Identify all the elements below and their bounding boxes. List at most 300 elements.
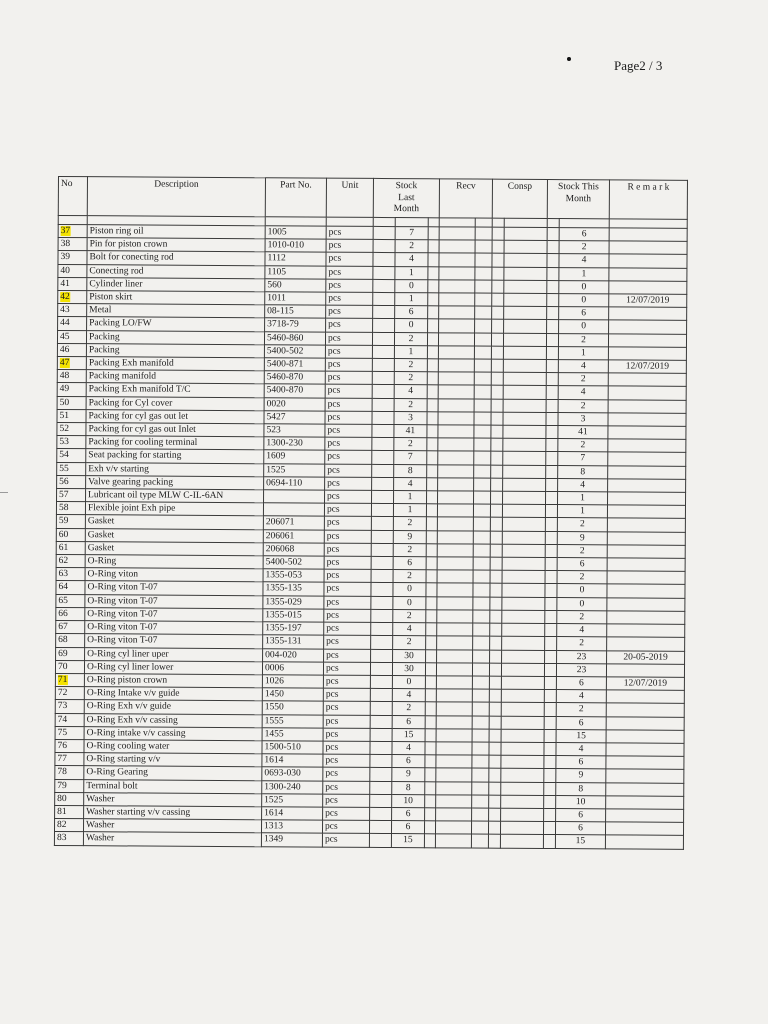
row-recv bbox=[437, 610, 473, 623]
row-recv bbox=[438, 372, 474, 385]
row-empty-cell bbox=[489, 808, 501, 821]
row-empty-cell bbox=[546, 360, 558, 373]
row-number-label: 59 bbox=[58, 516, 69, 527]
row-description: Packing for cyl gas out Inlet bbox=[86, 423, 264, 437]
row-unit: pcs bbox=[325, 424, 372, 437]
row-empty-cell bbox=[371, 596, 393, 609]
row-empty-cell bbox=[546, 426, 558, 439]
row-empty-cell bbox=[544, 742, 556, 755]
row-remark bbox=[608, 333, 686, 347]
row-stock-this-month: 7 bbox=[558, 452, 608, 466]
row-description: O-Ring cyl liner lower bbox=[84, 660, 262, 674]
row-empty-cell bbox=[372, 424, 394, 437]
row-number bbox=[56, 568, 85, 581]
page-number: Page2 / 3 bbox=[614, 58, 663, 73]
row-recv bbox=[437, 583, 473, 596]
row-empty-cell bbox=[547, 307, 559, 320]
row-empty-cell bbox=[546, 439, 558, 452]
row-empty-cell bbox=[474, 399, 491, 412]
row-description: Washer bbox=[84, 792, 262, 806]
row-empty-cell bbox=[472, 768, 489, 781]
col-header-part-no: Part No. bbox=[265, 178, 326, 217]
row-description: O-Ring Exh v/v guide bbox=[84, 700, 262, 714]
row-number bbox=[58, 277, 87, 290]
row-empty-cell bbox=[547, 227, 559, 240]
row-empty-cell bbox=[428, 293, 439, 306]
row-part-no: 1355-015 bbox=[263, 609, 324, 623]
row-empty-cell bbox=[489, 676, 501, 689]
row-empty-cell bbox=[427, 425, 438, 438]
row-remark bbox=[608, 426, 686, 440]
row-consp bbox=[500, 835, 543, 848]
row-consp bbox=[503, 452, 546, 465]
row-stock-this-month: 0 bbox=[557, 584, 607, 598]
row-unit: pcs bbox=[325, 411, 372, 424]
row-number-label: 41 bbox=[60, 278, 70, 289]
row-number bbox=[56, 515, 85, 528]
row-empty-cell bbox=[544, 756, 556, 769]
row-unit: pcs bbox=[323, 701, 370, 714]
row-unit: pcs bbox=[326, 305, 373, 318]
row-empty-cell bbox=[471, 821, 488, 834]
row-stock-last-month: 7 bbox=[395, 227, 428, 240]
row-empty-cell bbox=[491, 491, 503, 504]
row-empty-cell bbox=[491, 399, 503, 412]
row-stock-last-month: 2 bbox=[393, 543, 426, 556]
row-description: Gasket bbox=[85, 542, 263, 556]
row-number-label: 73 bbox=[57, 701, 68, 712]
row-recv bbox=[438, 346, 474, 359]
row-consp bbox=[503, 478, 546, 491]
row-number-label: 37 bbox=[60, 226, 71, 237]
row-empty-cell bbox=[428, 319, 439, 332]
row-stock-this-month: 0 bbox=[559, 294, 609, 308]
row-description: Packing bbox=[86, 330, 264, 344]
row-unit: pcs bbox=[325, 490, 372, 503]
row-number bbox=[55, 779, 84, 792]
row-empty-cell bbox=[474, 465, 491, 478]
row-remark bbox=[605, 835, 683, 849]
row-empty-cell bbox=[426, 504, 437, 517]
row-empty-cell bbox=[372, 398, 394, 411]
row-remark bbox=[608, 413, 686, 427]
row-empty-cell bbox=[489, 768, 501, 781]
row-recv bbox=[437, 544, 473, 557]
col-header-stock-last-month: Stock Last Month bbox=[373, 178, 439, 217]
row-remark bbox=[609, 307, 687, 321]
row-number bbox=[56, 594, 85, 607]
row-stock-last-month: 4 bbox=[394, 385, 427, 398]
row-remark bbox=[608, 479, 686, 493]
row-remark bbox=[606, 782, 684, 796]
row-number-label: 78 bbox=[57, 767, 67, 778]
row-stock-last-month: 4 bbox=[393, 623, 426, 636]
row-empty-cell bbox=[425, 755, 436, 768]
row-empty-cell bbox=[427, 464, 438, 477]
row-number bbox=[55, 739, 84, 752]
row-empty-cell bbox=[425, 768, 436, 781]
row-empty-cell bbox=[372, 372, 394, 385]
row-number bbox=[55, 753, 84, 766]
row-part-no: 5460-870 bbox=[264, 371, 325, 385]
row-empty-cell bbox=[426, 649, 437, 662]
col-header-no: No bbox=[58, 177, 87, 216]
row-stock-this-month: 0 bbox=[559, 280, 609, 294]
row-consp bbox=[503, 412, 546, 425]
row-number-label: 82 bbox=[57, 820, 67, 831]
row-remark bbox=[606, 730, 684, 744]
row-empty-cell bbox=[490, 650, 502, 663]
row-empty-cell bbox=[425, 676, 436, 689]
row-unit: pcs bbox=[325, 437, 372, 450]
row-empty-cell bbox=[488, 834, 500, 847]
row-number-label: 48 bbox=[59, 371, 70, 382]
row-stock-this-month: 2 bbox=[557, 544, 607, 558]
row-unit: pcs bbox=[322, 820, 369, 833]
row-empty-cell bbox=[472, 782, 489, 795]
row-unit: pcs bbox=[323, 662, 370, 675]
row-number bbox=[57, 462, 86, 475]
row-empty-cell bbox=[489, 663, 501, 676]
row-empty-cell bbox=[425, 742, 436, 755]
row-part-no: 1550 bbox=[262, 701, 323, 715]
row-stock-this-month: 4 bbox=[558, 360, 608, 374]
row-empty-cell bbox=[475, 227, 492, 240]
row-number bbox=[57, 409, 86, 422]
row-stock-last-month: 7 bbox=[394, 451, 427, 464]
row-part-no: 1355-053 bbox=[263, 569, 324, 583]
row-stock-last-month: 41 bbox=[394, 425, 427, 438]
row-description: Cylinder liner bbox=[87, 277, 265, 291]
row-description: O-Ring viton T-07 bbox=[85, 621, 263, 635]
row-empty-cell bbox=[473, 636, 490, 649]
row-stock-last-month: 0 bbox=[393, 596, 426, 609]
row-empty-cell bbox=[425, 689, 436, 702]
row-stock-last-month: 2 bbox=[393, 636, 426, 649]
row-empty-cell bbox=[472, 742, 489, 755]
row-number-label: 72 bbox=[57, 688, 68, 699]
row-recv bbox=[436, 715, 472, 728]
row-empty-cell bbox=[492, 267, 504, 280]
row-description: O-Ring bbox=[85, 555, 263, 569]
row-part-no: 206068 bbox=[263, 543, 324, 557]
row-empty-cell bbox=[372, 477, 394, 490]
row-empty-cell bbox=[491, 438, 503, 451]
row-number bbox=[56, 621, 85, 634]
row-remark bbox=[609, 281, 687, 295]
row-recv bbox=[438, 438, 474, 451]
row-description: O-Ring viton T-07 bbox=[85, 608, 263, 622]
row-empty-cell bbox=[426, 623, 437, 636]
row-description: O-Ring piston crown bbox=[84, 674, 262, 688]
row-stock-this-month: 15 bbox=[555, 835, 605, 849]
row-empty-cell bbox=[425, 808, 436, 821]
row-consp bbox=[503, 333, 546, 346]
row-number bbox=[57, 343, 86, 356]
row-stock-last-month: 2 bbox=[394, 332, 427, 345]
row-remark bbox=[608, 452, 686, 466]
row-consp bbox=[503, 465, 546, 478]
row-stock-this-month: 2 bbox=[557, 571, 607, 585]
row-empty-cell bbox=[472, 808, 489, 821]
row-empty-cell bbox=[369, 821, 391, 834]
row-number bbox=[57, 383, 86, 396]
row-part-no: 1500-510 bbox=[262, 741, 323, 755]
row-empty-cell bbox=[370, 715, 392, 728]
row-number-label: 74 bbox=[57, 714, 68, 725]
row-remark bbox=[608, 386, 686, 400]
row-empty-cell bbox=[370, 675, 392, 688]
row-number bbox=[56, 581, 85, 594]
row-stock-last-month: 9 bbox=[393, 530, 426, 543]
row-description: Exh v/v starting bbox=[86, 462, 264, 476]
row-unit: pcs bbox=[325, 345, 372, 358]
row-empty-cell bbox=[426, 530, 437, 543]
row-stock-this-month: 6 bbox=[556, 756, 606, 770]
row-consp bbox=[504, 320, 547, 333]
row-consp bbox=[502, 610, 545, 623]
row-part-no: 1555 bbox=[262, 714, 323, 728]
row-stock-this-month: 4 bbox=[556, 742, 606, 756]
row-number bbox=[56, 634, 85, 647]
row-empty-cell bbox=[544, 782, 556, 795]
row-empty-cell bbox=[546, 399, 558, 412]
row-empty-cell bbox=[370, 728, 392, 741]
row-remark bbox=[607, 558, 685, 572]
row-unit: pcs bbox=[324, 649, 371, 662]
row-recv bbox=[439, 266, 475, 279]
table-row bbox=[54, 832, 683, 849]
row-unit: pcs bbox=[324, 569, 371, 582]
row-empty-cell bbox=[371, 504, 393, 517]
row-stock-last-month: 6 bbox=[392, 807, 425, 820]
row-recv bbox=[436, 742, 472, 755]
row-empty-cell bbox=[490, 531, 502, 544]
row-number-label: 63 bbox=[58, 569, 69, 580]
row-unit: pcs bbox=[324, 596, 371, 609]
row-empty-cell bbox=[428, 227, 439, 240]
row-stock-last-month: 3 bbox=[394, 411, 427, 424]
row-recv bbox=[438, 359, 474, 372]
row-stock-last-month: 9 bbox=[392, 768, 425, 781]
row-stock-last-month: 0 bbox=[393, 583, 426, 596]
row-empty-cell bbox=[474, 451, 491, 464]
row-remark bbox=[607, 611, 685, 625]
row-stock-this-month: 2 bbox=[558, 439, 608, 453]
row-consp bbox=[500, 821, 543, 834]
row-consp bbox=[503, 399, 546, 412]
row-number bbox=[57, 475, 86, 488]
row-empty-cell bbox=[473, 623, 490, 636]
row-consp bbox=[502, 623, 545, 636]
row-empty-cell bbox=[371, 649, 393, 662]
row-empty-cell bbox=[372, 358, 394, 371]
row-empty-cell bbox=[489, 702, 501, 715]
row-recv bbox=[437, 649, 473, 662]
row-empty-cell bbox=[546, 412, 558, 425]
row-unit: pcs bbox=[326, 239, 373, 252]
row-unit: pcs bbox=[326, 266, 373, 279]
row-number-label: 56 bbox=[59, 476, 69, 487]
row-description: Washer starting v/v cassing bbox=[84, 806, 262, 820]
row-unit: pcs bbox=[326, 279, 373, 292]
row-stock-last-month: 2 bbox=[393, 609, 426, 622]
row-empty-cell bbox=[372, 490, 394, 503]
row-number bbox=[57, 370, 86, 383]
row-recv bbox=[438, 425, 474, 438]
row-unit: pcs bbox=[324, 503, 371, 516]
row-description: O-Ring Intake v/v guide bbox=[84, 687, 262, 701]
row-unit: pcs bbox=[325, 464, 372, 477]
row-stock-last-month: 2 bbox=[395, 240, 428, 253]
row-part-no: 206061 bbox=[263, 529, 324, 543]
row-remark bbox=[608, 347, 686, 361]
row-empty-cell bbox=[489, 729, 501, 742]
row-remark bbox=[606, 664, 684, 678]
row-empty-cell bbox=[472, 795, 489, 808]
row-part-no: 1026 bbox=[262, 675, 323, 689]
row-stock-this-month: 6 bbox=[559, 307, 609, 321]
row-recv bbox=[437, 557, 473, 570]
row-empty-cell bbox=[372, 438, 394, 451]
row-description: Packing LO/FW bbox=[87, 317, 265, 331]
row-description: Piston skirt bbox=[87, 291, 265, 305]
row-empty-cell bbox=[546, 478, 558, 491]
row-number-label: 80 bbox=[57, 793, 67, 804]
row-empty-cell bbox=[545, 650, 557, 663]
row-remark: 20-05-2019 bbox=[607, 650, 685, 664]
row-part-no: 1011 bbox=[265, 292, 326, 306]
row-recv bbox=[436, 689, 472, 702]
row-empty-cell bbox=[475, 240, 492, 253]
ink-dot bbox=[567, 57, 571, 61]
row-empty-cell bbox=[425, 781, 436, 794]
row-empty-cell bbox=[472, 663, 489, 676]
row-empty-cell bbox=[475, 267, 492, 280]
row-recv bbox=[438, 464, 474, 477]
row-empty-cell bbox=[544, 703, 556, 716]
row-remark bbox=[607, 505, 685, 519]
row-part-no bbox=[264, 490, 325, 504]
row-empty-cell bbox=[370, 781, 392, 794]
row-stock-last-month: 4 bbox=[395, 253, 428, 266]
row-empty-cell bbox=[545, 610, 557, 623]
row-stock-last-month: 0 bbox=[392, 675, 425, 688]
row-empty-cell bbox=[370, 794, 392, 807]
row-part-no: 5427 bbox=[264, 411, 325, 425]
row-empty-cell bbox=[545, 518, 557, 531]
row-stock-this-month: 1 bbox=[557, 505, 607, 519]
row-stock-last-month: 8 bbox=[392, 781, 425, 794]
row-stock-this-month: 15 bbox=[556, 729, 606, 743]
row-remark bbox=[607, 598, 685, 612]
row-stock-last-month: 10 bbox=[392, 794, 425, 807]
row-number bbox=[57, 396, 86, 409]
row-empty-cell bbox=[371, 583, 393, 596]
row-number bbox=[57, 449, 86, 462]
row-number-label: 75 bbox=[57, 727, 68, 738]
row-empty-cell bbox=[424, 834, 435, 847]
row-unit: pcs bbox=[325, 398, 372, 411]
row-number bbox=[56, 502, 85, 515]
row-number-label: 54 bbox=[59, 450, 69, 461]
row-number-label: 50 bbox=[59, 397, 70, 408]
row-empty-cell bbox=[370, 768, 392, 781]
row-empty-cell bbox=[474, 346, 491, 359]
row-stock-last-month: 2 bbox=[394, 359, 427, 372]
row-stock-last-month: 6 bbox=[393, 557, 426, 570]
row-description: Valve gearing packing bbox=[86, 476, 264, 490]
row-empty-cell bbox=[489, 755, 501, 768]
row-stock-this-month: 2 bbox=[558, 399, 608, 413]
row-description: Packing Exh manifold bbox=[86, 357, 264, 371]
row-consp bbox=[501, 716, 544, 729]
row-consp bbox=[504, 267, 547, 280]
row-empty-cell bbox=[372, 464, 394, 477]
row-remark bbox=[609, 228, 687, 242]
row-recv bbox=[438, 332, 474, 345]
row-description: O-Ring viton T-07 bbox=[85, 594, 263, 608]
row-number-label: 38 bbox=[60, 239, 71, 250]
row-remark bbox=[606, 796, 684, 810]
row-consp bbox=[501, 703, 544, 716]
row-description: Gasket bbox=[85, 515, 263, 529]
row-part-no: 1450 bbox=[262, 688, 323, 702]
row-recv bbox=[437, 530, 473, 543]
row-part-no: 1313 bbox=[261, 820, 322, 834]
row-empty-cell bbox=[370, 807, 392, 820]
row-stock-this-month: 2 bbox=[558, 333, 608, 347]
row-empty-cell bbox=[428, 266, 439, 279]
row-empty-cell bbox=[371, 609, 393, 622]
row-stock-this-month: 2 bbox=[559, 241, 609, 255]
row-consp bbox=[501, 795, 544, 808]
row-consp bbox=[501, 689, 544, 702]
row-stock-last-month: 0 bbox=[395, 319, 428, 332]
row-consp bbox=[501, 742, 544, 755]
row-consp bbox=[503, 438, 546, 451]
row-number bbox=[58, 225, 87, 238]
row-recv bbox=[437, 570, 473, 583]
row-consp bbox=[504, 254, 547, 267]
row-recv bbox=[436, 795, 472, 808]
row-number-label: 64 bbox=[58, 582, 69, 593]
row-unit: pcs bbox=[323, 767, 370, 780]
row-consp bbox=[502, 531, 545, 544]
row-remark bbox=[607, 518, 685, 532]
row-consp bbox=[501, 755, 544, 768]
row-part-no: 08-115 bbox=[265, 305, 326, 319]
row-empty-cell bbox=[373, 319, 395, 332]
row-empty-cell bbox=[372, 345, 394, 358]
row-part-no: 5400-870 bbox=[264, 384, 325, 398]
row-empty-cell bbox=[371, 623, 393, 636]
row-empty-cell bbox=[547, 280, 559, 293]
row-consp bbox=[502, 557, 545, 570]
row-stock-last-month: 6 bbox=[392, 715, 425, 728]
row-description: Packing bbox=[86, 344, 264, 358]
row-unit: pcs bbox=[323, 754, 370, 767]
row-stock-this-month: 4 bbox=[559, 254, 609, 268]
row-unit: pcs bbox=[325, 451, 372, 464]
row-consp bbox=[502, 637, 545, 650]
row-description: O-Ring starting v/v bbox=[84, 753, 262, 767]
row-part-no: 206071 bbox=[263, 516, 324, 530]
row-consp bbox=[501, 663, 544, 676]
row-empty-cell bbox=[492, 306, 504, 319]
row-stock-last-month: 2 bbox=[392, 702, 425, 715]
inventory-table bbox=[54, 176, 688, 849]
